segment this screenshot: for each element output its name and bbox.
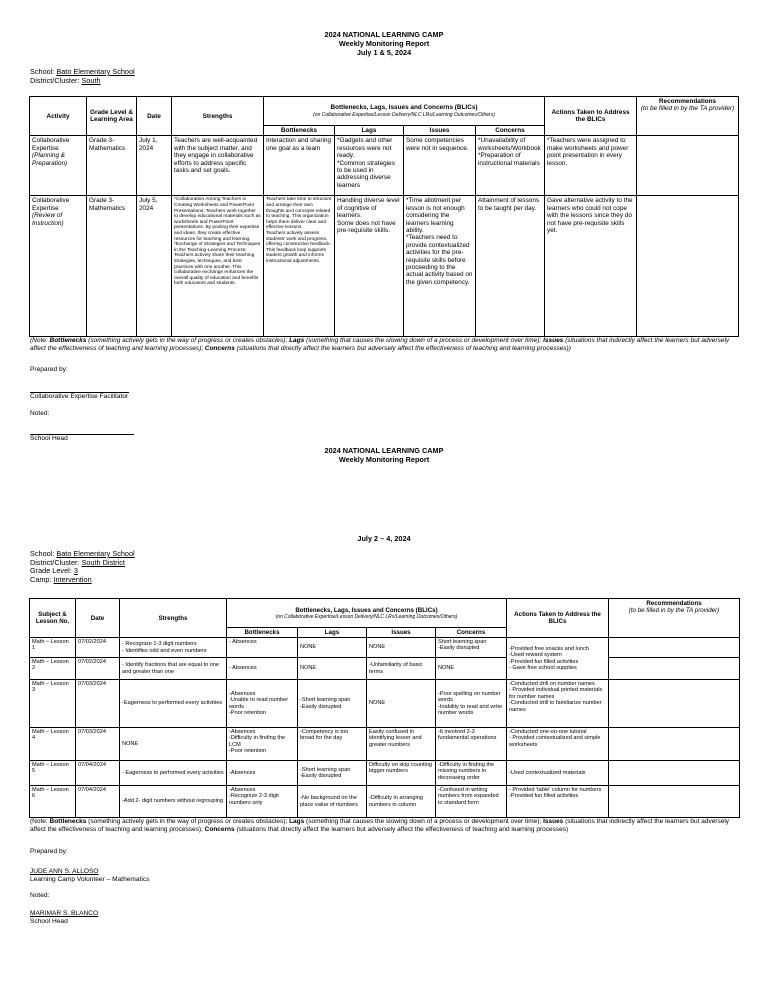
header-actions: Actions Taken to Address the BLICs [507, 599, 609, 638]
header-blics-title: Bottlenecks, Lags, Issues and Concerns (BLICs) [295, 606, 438, 614]
cell-date: July 1, 2024 [137, 136, 172, 196]
report1-table [29, 96, 739, 337]
header-grade: Grade Level & Learning Area [87, 97, 137, 136]
camp-value: Intervention [53, 574, 92, 584]
cell-actions: -Provided free snacks and lunch -Used reward system -Provided fun filled activities - Gave free school supplies [507, 638, 609, 680]
cell-lags: -Short learning span -Easily disrupted [298, 680, 367, 728]
district-name: South District [81, 557, 125, 567]
cell-strengths: - Identify fractions that are equal to one and greater than one [120, 658, 227, 680]
facilitator-role: Collaborative Expertise Facilitator [30, 393, 129, 400]
header-date: Date [137, 97, 172, 136]
cell-concerns: -Poor spelling on number words -Inability to read and write number words [436, 680, 507, 728]
cell-strengths: Teachers are well-acquainted with the subject matter, and they engage in collaborative efforts to address specific tasks and set goals. [172, 136, 264, 196]
cell-date: 07/02/2024 [76, 658, 120, 680]
cell-date: 07/02/2024 [76, 638, 120, 658]
cell-lags: NONE [298, 638, 367, 658]
activity-sub: (Review of Instruction) [32, 212, 64, 227]
cell-date: 07/03/2024 [76, 680, 120, 728]
cell-actions: -Used contextualized materials [507, 761, 609, 786]
report1-note [30, 337, 742, 353]
report2-title-line2: Weekly Monitoring Report [338, 455, 430, 464]
grade-value: 3 [73, 566, 78, 575]
cell-grade: Grade 3- Mathematics [87, 136, 137, 196]
district-label: District/Cluster: [30, 75, 82, 85]
cell-issues: -Difficulty in arranging numbers in column [367, 786, 436, 818]
header-date: Date [76, 599, 120, 638]
cell-lags: -Competency is too broad for the day [298, 728, 367, 761]
head-name: MARIMAR S. BLANCO [30, 910, 99, 917]
report2-title-line1: 2024 NATIONAL LEARNING CAMP [324, 446, 444, 455]
cell-issues: *Time allotment per lesson is not enough considering the learners learning ability. *Teachers need to provide contextualized activities for the pre-requisite skills before proceeding to the actual activity based on the given competency. [404, 196, 476, 337]
school-label: School: [30, 549, 57, 558]
header-concerns: Concerns [436, 628, 507, 638]
report1-title [0, 30, 768, 57]
report2-date-line: July 2 – 4, 2024 [357, 534, 411, 543]
cell-issues: Difficulty on skip counting bigger numbers [367, 761, 436, 786]
header-lags: Lags [335, 126, 404, 136]
cell-strengths: -Eagerness to performed every activities [120, 680, 227, 728]
header-issues: Issues [367, 628, 436, 638]
note-lags: Lags [289, 337, 305, 344]
header-recommendations-title: Recommendations [646, 600, 702, 607]
cell-actions: - Provided 'table' column for numbers -Provided fun filled activities [507, 786, 609, 818]
header-recommendations-sub: (to be filled in by the TA provider) [640, 105, 735, 113]
header-strengths: Strengths [172, 97, 264, 136]
cell-date: 07/04/2024 [76, 786, 120, 818]
header-recommendations-sub: (to be filled in by the TA provider) [628, 607, 720, 614]
table-row [30, 680, 740, 728]
cell-subject: Math – Lesson 5 [30, 761, 76, 786]
header-blics-title: Bottlenecks, Lags, Issues and Concerns (BLICs) [330, 104, 478, 112]
cell-strengths: -Add 2- digit numbers without regrouping [120, 786, 227, 818]
header-bottlenecks: Bottlenecks [264, 126, 335, 136]
cell-bottlenecks: -Absences [227, 761, 298, 786]
report1-title-line2: Weekly Monitoring Report [338, 39, 430, 48]
header-issues: Issues [404, 126, 476, 136]
activity-sub: (Planning & Preparation) [32, 152, 68, 167]
cell-recommendations [637, 136, 739, 196]
cell-bottlenecks: Teachers take time to structure and arrange their own thoughts and concepts related to teaching. This organization helps them deliver clear and effective lessons. Teachers actively assess students' work and progress, offering constructive feedback. This feedback loop supports student growth and informs instructional adjustments. [264, 196, 335, 337]
table-row [30, 786, 740, 818]
cell-bottlenecks: - Absences [227, 658, 298, 680]
note-issues-def: (situations that indirectly affect the learners but adversely affect the effectiveness of teaching and learning processes); [30, 818, 730, 833]
preparer-role: Learning Camp Volunteer – Mathematics [30, 876, 150, 883]
cell-date: July 5, 2024 [137, 196, 172, 337]
cell-actions: -Conducted one-on-one tutorial - Provided contextualized and simple worksheets [507, 728, 609, 761]
header-blics [264, 97, 545, 126]
report2-title [0, 446, 768, 464]
report2-school-info [30, 550, 135, 584]
school-label: School: [30, 67, 57, 76]
cell-strengths: NONE [120, 728, 227, 761]
camp-label: Camp: [30, 574, 54, 584]
district-label: District/Cluster: [30, 557, 82, 567]
prepared-by-label: Prepared by: [30, 848, 68, 855]
cell-recommendations [609, 786, 740, 818]
cell-recommendations [609, 680, 740, 728]
header-blics [227, 599, 507, 628]
cell-bottlenecks: Interaction and sharing one goal as a team [264, 136, 335, 196]
note-concerns-def: (situations that directly affect the learners but adversely affect the effectiveness of teaching and learning processes) [234, 826, 569, 833]
cell-actions: -Conducted drill on number names - Provided individual printed materials for number names -Conducted drill to familiarize number names [507, 680, 609, 728]
cell-grade: Grade 3- Mathematics [87, 196, 137, 337]
cell-issues: -Unfamiliarity of basic terms [367, 658, 436, 680]
cell-concerns: Attainment of lessons to be taught per day. [476, 196, 545, 337]
note-prefix: (Note: [30, 337, 50, 344]
note-lags-def: (something that causes the slowing down of a process or development over time); [304, 337, 544, 344]
district-name: South [81, 75, 101, 85]
cell-recommendations [609, 761, 740, 786]
activity-text: Collaborative Expertise [32, 137, 70, 152]
cell-subject: Math – Lesson 3 [30, 680, 76, 728]
cell-concerns: *Unavailability of worksheets/Workbook *Preparation of instructional materials [476, 136, 545, 196]
cell-lags: Handling diverse level of cognitive of learners. Some does not have pre-requisite skills. [335, 196, 404, 337]
header-strengths: Strengths [120, 599, 227, 638]
cell-bottlenecks: -Absences -Unable to read number words -Poor retention [227, 680, 298, 728]
cell-recommendations [609, 728, 740, 761]
cell-date: 07/03/2024 [76, 728, 120, 761]
school-name: Bato Elementary School [56, 67, 135, 76]
note-issues-def: (situations that indirectly affect the learners but adversely affect the effectiveness of teaching and learning processes); [30, 337, 730, 352]
note-lags: Lags [289, 818, 305, 825]
cell-strengths: - Eagerness to performed every activities [120, 761, 227, 786]
header-bottlenecks: Bottlenecks [227, 628, 298, 638]
header-concerns: Concerns [476, 126, 545, 136]
report2-table [29, 598, 740, 818]
header-recommendations [609, 599, 740, 638]
table-row [30, 638, 740, 658]
note-prefix: (Note: [30, 818, 50, 825]
cell-lags: NONE [298, 658, 367, 680]
cell-concerns: -Confused in writing numbers from expanded to standard form [436, 786, 507, 818]
cell-actions: *Teachers were assigned to make worksheets and power point presentation in every lesson. [545, 136, 637, 196]
header-recommendations-title: Recommendations [658, 98, 717, 105]
note-concerns: Concerns [204, 826, 235, 833]
cell-lags: *Gadgets and other resources were not ready. *Common strategies to be used in addressing diverse learners [335, 136, 404, 196]
table-row [30, 761, 740, 786]
cell-activity [30, 136, 87, 196]
cell-subject: Math – Lesson 4 [30, 728, 76, 761]
note-issues: Issues [543, 818, 564, 825]
cell-recommendations [609, 638, 740, 658]
header-activity: Activity [30, 97, 87, 136]
cell-subject: Math – Lesson 1 [30, 638, 76, 658]
cell-subject: Math – Lesson 2 [30, 658, 76, 680]
school-name: Bato Elementary School [56, 549, 135, 558]
header-lags: Lags [298, 628, 367, 638]
note-bottlenecks: Bottlenecks [49, 337, 87, 344]
report1-title-line3: July 1 & 5, 2024 [356, 48, 412, 57]
school-head-role: School Head [30, 435, 68, 442]
prepared-by-label: Prepared by: [30, 366, 68, 373]
report1-school-info [30, 68, 135, 85]
table-row [30, 136, 739, 196]
table-row [30, 196, 739, 337]
header-actions: Actions Taken to Address the BLICs [545, 97, 637, 136]
table-row [30, 658, 740, 680]
cell-strengths: - Recognize 1-3 digit numbers - Identifies odd and even numbers [120, 638, 227, 658]
cell-issues: NONE [367, 638, 436, 658]
cell-bottlenecks: - Absences [227, 638, 298, 658]
grade-label: Grade Level: [30, 566, 74, 575]
note-bottlenecks-def: (something actively gets in the way of progress or creates obstacles); [86, 337, 290, 344]
note-issues: Issues [543, 337, 564, 344]
note-bottlenecks: Bottlenecks [49, 818, 87, 825]
cell-lags: -No background on the place value of numbers [298, 786, 367, 818]
noted-label: Noted: [30, 892, 50, 899]
cell-recommendations [637, 196, 739, 337]
cell-bottlenecks: -Absences -Difficulty in finding the LCM -Poor retention [227, 728, 298, 761]
cell-issues: NONE [367, 680, 436, 728]
note-bottlenecks-def: (something actively gets in the way of progress or creates obstacles); [86, 818, 290, 825]
note-lags-def: (something that causes the slowing down of a process or development over time); [304, 818, 544, 825]
cell-activity [30, 196, 87, 337]
cell-concerns: -Difficulty in finding the missing numbers in decreasing order [436, 761, 507, 786]
cell-recommendations [609, 658, 740, 680]
cell-issues: Some competencies were not in sequence. [404, 136, 476, 196]
cell-lags: -Short learning span -Easily disrupted [298, 761, 367, 786]
header-blics-sub: (on Collaborative Expertise/Lesson Delivery/NLC LRs/Learning Outcomes/Others) [275, 613, 458, 620]
cell-bottlenecks: -Absences -Recognize 2-3 digit numbers only [227, 786, 298, 818]
cell-date: 07/04/2024 [76, 761, 120, 786]
header-subject: Subject & Lesson No. [30, 599, 76, 638]
note-concerns: Concerns [204, 345, 235, 352]
report2-note [30, 818, 742, 834]
cell-strengths: *Collaboration Among Teachers in Creating Worksheets and PowerPoint Presentations: Teachers work together to develop educational materials such as worksheets and PowerPoint presentations. By pooling their expertise and ideas, they create effective resources for teaching and learning. *Exchange of Strategies and Techniques in the Teaching-Learning Process: Teachers actively share their teaching strategies, techniques, and best practices with one another. This collaborative exchange enhances the overall quality of education and benefits both educators and students. [172, 196, 264, 337]
header-recommendations [637, 97, 739, 136]
report1-title-line1: 2024 NATIONAL LEARNING CAMP [324, 30, 444, 39]
header-blics-sub: (on Collaborative Expertise/Lesson Delivery/NLC LRs/Learning Outcomes/Others) [313, 111, 495, 118]
cell-concerns: -It involved 2-3 fundamental operations [436, 728, 507, 761]
noted-label: Noted: [30, 410, 50, 417]
activity-text: Collaborative Expertise [32, 197, 70, 212]
table-row [30, 728, 740, 761]
cell-concerns: Short learning span -Easily disrupted [436, 638, 507, 658]
cell-concerns: NONE [436, 658, 507, 680]
cell-issues: Easily confused in identifying lesser and greater numbers [367, 728, 436, 761]
head-role: School Head [30, 918, 68, 925]
cell-subject: Math – Lesson 6 [30, 786, 76, 818]
note-concerns-def: (situations that directly affect the learners but adversely affect the effectiveness of teaching and learning processes)) [234, 345, 571, 352]
preparer-name: JUDE ANN S. ALLOSO [30, 868, 99, 875]
cell-actions: Gave alternative activity to the learners who could not cope with the lessons since they do not have pre-requisite skills yet. [545, 196, 637, 337]
